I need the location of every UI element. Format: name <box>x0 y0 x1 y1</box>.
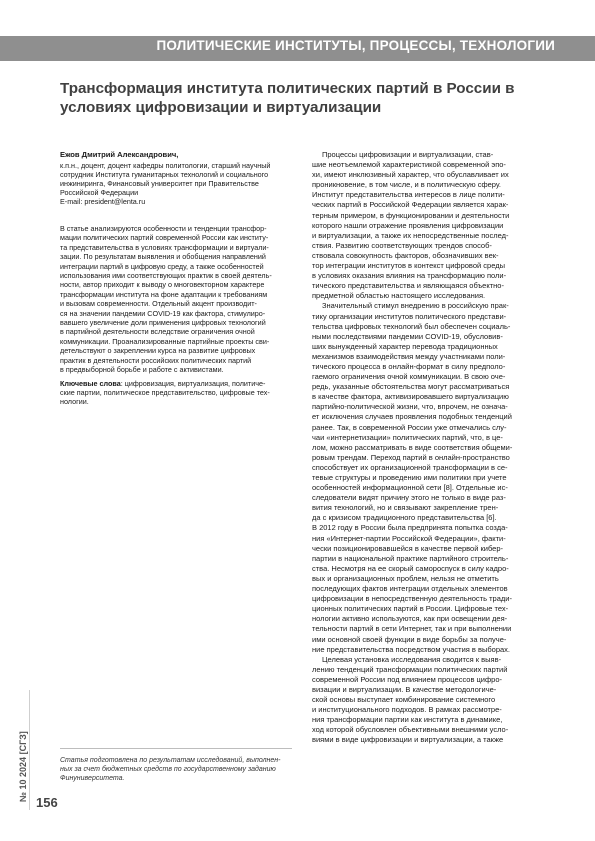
body-text-line: да с кризисом традиционного представительства [6]. <box>312 513 497 523</box>
section-title: ПОЛИТИЧЕСКИЕ ИНСТИТУТЫ, ПРОЦЕССЫ, ТЕХНОЛОГИИ <box>156 38 555 53</box>
footnote-line: ных за счет бюджетных средств по государственному заданию <box>60 766 276 773</box>
body-text-line: тельства цифровых технологий был обеспечен социаль- <box>312 321 511 331</box>
body-text-line: последующих фактов интеграции отдельных элементов <box>312 584 508 594</box>
abstract-line: трансформации института на фоне адаптации к требованиям <box>60 289 268 299</box>
body-text-line: виями в виде цифровизации и виртуализации, а также <box>312 735 504 745</box>
body-text-line: Целевая установка исследования сводится к выяв- <box>322 654 502 664</box>
body-text-line: ствовала совокупность факторов, обозначивших век- <box>312 250 499 260</box>
keywords-text-line: : цифровизация, виртуализация, политиче- <box>120 378 266 388</box>
abstract-line: интеграции партий в цифровую среду, а также особенностей <box>60 261 264 271</box>
body-text-line: тор интеграции институтов в контекст цифровой среды <box>312 261 505 271</box>
margin-rule <box>29 690 30 810</box>
body-text-line: редь, указанные обстоятельства могут рассматриваться <box>312 382 510 392</box>
body-text-line: ния «Интернет-партии Российской Федерации», факти- <box>312 533 506 543</box>
body-text-line: особенностей информационной сети [8]. Отдельные ис- <box>312 483 508 493</box>
abstract-line: та представительства в условиях трансформации и виртуали- <box>60 242 269 252</box>
body-text-line: тельности партий в сети Интернет, так и при выполнении <box>312 624 512 634</box>
body-text-line: Институт представительства интересов в лице полити- <box>312 190 505 200</box>
body-text-line: проникновение, в том числе, и в политическую сферу. <box>312 180 501 190</box>
abstract-line: ся на значении пандемии COVID-19 как фактора, стимулиро- <box>60 308 266 318</box>
keywords-text-line: нологии. <box>60 397 89 407</box>
author-block <box>60 150 292 206</box>
abstract-line: вавшего увеличение доли применения цифровых технологий <box>60 318 266 328</box>
abstract-line: зации. По результатам выявления и обобщения направлений <box>60 252 266 262</box>
footnote-line: Финуниверситета. <box>60 775 125 782</box>
article-title: Трансформация института политических партий в России в условиях цифровизации и виртуализации <box>60 80 515 116</box>
author-affiliation <box>60 161 292 206</box>
body-text-line: вития технологий, но и связывают закрепление трен- <box>312 503 499 513</box>
body-text-line: предметной областью настоящего исследования. <box>312 291 486 301</box>
body-text-line: чески позиционировавшейся в качестве первой кибер- <box>312 543 504 553</box>
body-text-line: тику организации институтов политического представи- <box>312 311 507 321</box>
abstract-column <box>60 224 292 407</box>
body-text-line: ранее. Так, в современной России уже отмечались слу- <box>312 422 507 432</box>
footnote-line: Статья подготовлена по результатам исследований, выполнен- <box>60 757 281 764</box>
body-text-column <box>312 150 557 746</box>
body-text-line: и виртуализации, а также их непосредственные послед- <box>312 230 509 240</box>
body-text-line: нологии активно используются, как при освещении дея- <box>312 614 508 624</box>
keywords-label: Ключевые слова <box>60 378 121 388</box>
body-text-line: цифровизации в непосредственную деятельность тради- <box>312 594 512 604</box>
funding-footnote <box>60 756 292 783</box>
body-text-line: ние представительства посредством участия в выборах. <box>312 644 511 654</box>
author-affiliation-line: инжиниринга, Финансовый университет при Правительстве <box>60 179 259 188</box>
author-affiliation-line: сотрудник Института гуманитарных технологий и социального <box>60 170 269 179</box>
body-text-line: ными последствиями пандемии COVID-19, обусловив- <box>312 331 503 341</box>
body-text-line: визации и виртуализации. В качестве методологиче- <box>312 684 497 694</box>
body-text-line: и институционального подходов. В рамках рассмотре- <box>312 705 502 715</box>
body-text-line: ской основы выступает комбинирование системного <box>312 695 496 705</box>
body-text-line: ход которой обусловлен объективными внешними усло- <box>312 725 509 735</box>
body-text-line: ровым трендам. Переход партий в онлайн-пространство <box>312 452 510 462</box>
abstract-line: мации политических партий современной России как институ- <box>60 233 269 243</box>
body-text-line: в качестве фактора, активизировавшего виртуализацию <box>312 392 509 402</box>
abstract-line: в предвыборной борьбе и работе с активистами. <box>60 365 224 375</box>
body-text-line: ет исключения случаев проявления подобных тенденций <box>312 412 512 422</box>
keywords-text-line: ские партии, политическое представительство, цифровые тех- <box>60 387 270 397</box>
body-text-line: тевые структуры и проведению ими политики при учете <box>312 473 507 482</box>
body-text-line: лом, можно рассматривать в виде соответствия общеми- <box>312 442 513 452</box>
body-text-line: способствует их организационной трансформации в се- <box>312 462 508 472</box>
abstract-line: и вызовам современности. Отдельный акцент производит- <box>60 299 257 309</box>
body-text-line: ционных политических партий в России. Цифровые тех- <box>312 604 509 614</box>
abstract-line: использования ими соответствующих практик в своей деятель- <box>60 271 272 281</box>
body-text-line: следователи видят причину этого не только в виде раз- <box>312 493 506 503</box>
body-text-line: механизмов взаимодействия между участниками поли- <box>312 351 506 361</box>
body-text-line: гаемого ограничения очной коммуникации. В свою оче- <box>312 372 506 382</box>
keywords <box>60 379 292 407</box>
page-number: 156 <box>36 795 58 810</box>
body-text-line: в условиях оказания влияния на трансформацию поли- <box>312 271 507 281</box>
body-text-line: Процессы цифровизации и виртуализации, став- <box>322 150 494 159</box>
body-text-line: терным примером, в функционировании и деятельности <box>312 210 510 220</box>
abstract <box>60 224 292 375</box>
body-text-line: ческих партий в Российской Федерации является харак- <box>312 200 509 210</box>
body-text-line: которого нашли отражение проявления цифровизации <box>312 220 504 230</box>
abstract-line: коммуникации. Проанализированные партийные проекты сви- <box>60 336 270 346</box>
body-text-line: тического представительства и являющаяся объектно- <box>312 281 504 291</box>
body-text-line: вых и организационных проблем, нельзя не отметить <box>312 573 499 583</box>
body-text-line: шие неотъемлемой характеристикой современной эпо- <box>312 160 506 170</box>
author-name: Ежов Дмитрий Александрович, <box>60 150 179 159</box>
body-text-line: ния трансформации партии как института в динамике, <box>312 715 503 725</box>
body-text-line: хи, имеют инклюзивный характер, что обуславливает их <box>312 170 509 180</box>
body-text-line: ствия. Развитию соответствующих трендов способ- <box>312 240 492 250</box>
body-text-line: современной России под влиянием процессов цифро- <box>312 674 503 684</box>
body-text-line: партии в национальной практике партийного строитель- <box>312 553 509 563</box>
author-affiliation-line: Российской Федерации <box>60 188 139 197</box>
body-text-line: Значительный стимул внедрению в российскую прак- <box>322 301 509 311</box>
footnote-divider <box>60 748 292 749</box>
author-affiliation-line: E-mail: president@lenta.ru <box>60 197 146 206</box>
body-text-line: ства. Несмотря на ее скорый самороспуск в силу кадро- <box>312 563 509 573</box>
body-text-line: ших вынужденный характер перевода традиционных <box>312 341 498 351</box>
body-text-line: лению тенденций трансформации политических партий <box>312 664 508 674</box>
body-text-line: ими основной своей функции в виде борьбы за получе- <box>312 634 507 644</box>
abstract-line: В статье анализируются особенности и тенденции трансфор- <box>60 224 267 233</box>
body-text-line: тического процесса в онлайн-формат в силу предполо- <box>312 361 506 371</box>
body-text-line: чаи «интернетизации» политических партий, что, в це- <box>312 432 503 442</box>
body-text-line: партийно-политической жизни, что, впрочем, не означа- <box>312 402 508 412</box>
abstract-line: практик в деятельности российских политических партий <box>60 355 252 365</box>
journal-issue: № 10 2024 [СГЗ] <box>18 731 28 802</box>
abstract-line: детельствуют о закреплении курса на развитие цифровых <box>60 346 256 356</box>
author-affiliation-line: к.п.н., доцент, доцент кафедры политологии, старший научный <box>60 161 271 170</box>
abstract-line: в партийной деятельности вследствие ограничения очной <box>60 327 255 337</box>
abstract-line: ности, автор приходит к выводу о многовекторном характере <box>60 280 265 290</box>
body-text-line: В 2012 году в России была предпринята попытка созда- <box>312 523 508 533</box>
